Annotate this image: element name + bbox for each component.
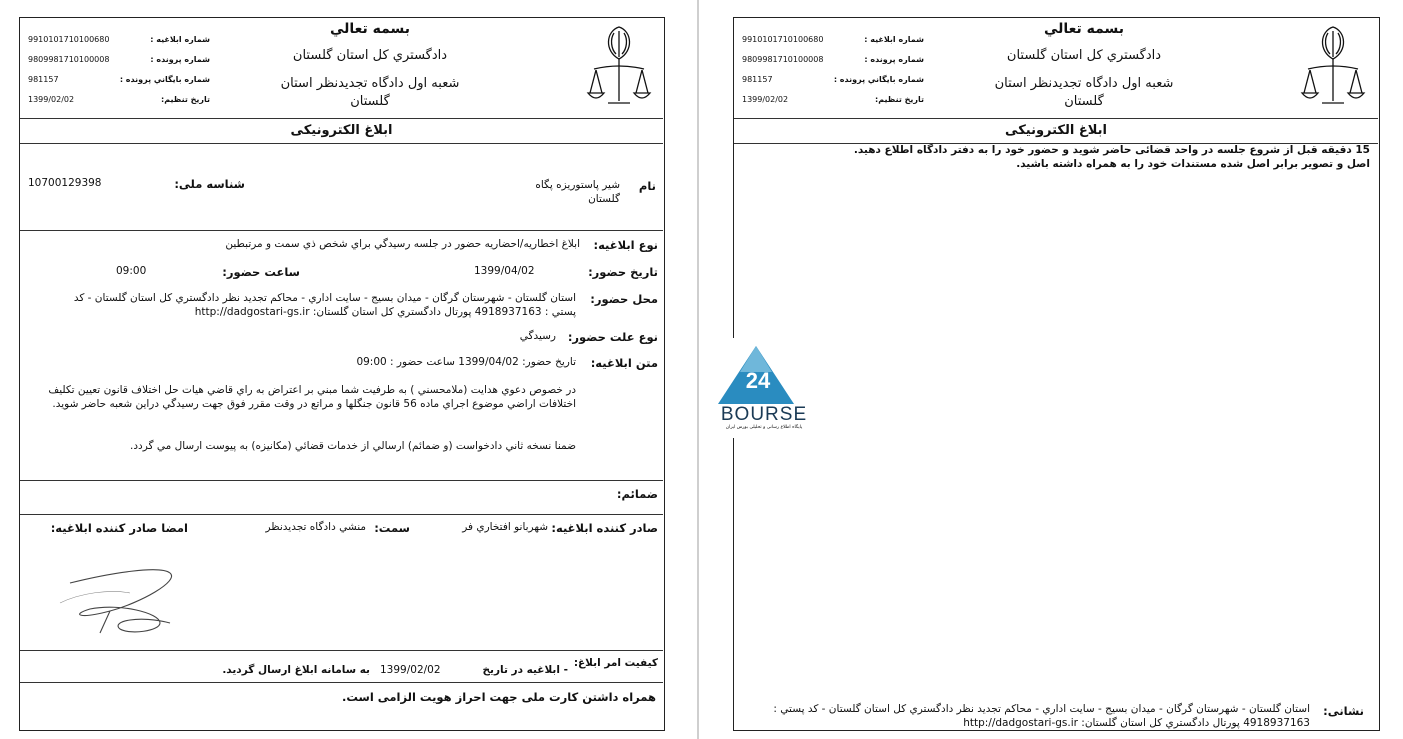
meta-labels (115, 30, 210, 110)
archive-number-value: 981157 (28, 75, 59, 84)
right-archive-number-label: شماره بايگاني پرونده : (833, 75, 924, 84)
recipient-name-label: نام (638, 179, 656, 193)
appearance-date-value: 1399/04/02 (474, 265, 535, 277)
right-issue-date-value: 1399/02/02 (742, 95, 789, 104)
reason-value: رسيدگي (519, 330, 556, 342)
right-meta-labels (829, 30, 924, 110)
notice-text-label: متن ابلاغيه: (590, 356, 658, 370)
right-notice-number-value: 9910101710100680 (742, 35, 824, 44)
logo-number: 24 (745, 368, 771, 393)
instruction-2: اصل و تصوير برابر اصل شده مستندات خود را به همراه داشته باشيد. (1016, 158, 1370, 170)
delivery-quality-date: 1399/02/02 (380, 664, 441, 676)
bismillah: بسمه تعالي (329, 21, 411, 37)
notice-text-paragraph2: ضمنا نسخه ثاني دادخواست (و ضمائم) ارسالي از خدمات قضائي (مكانيزه) به پيوست ارسال مي گردد. (130, 440, 576, 452)
reason-label: نوع علت حضور: (567, 330, 658, 344)
footer-note: همراه داشتن كارت ملی جهت احراز هويت الزامی است. (341, 690, 656, 704)
right-case-number-value: 9809981710100008 (742, 55, 824, 64)
notice-text-paragraph1: در خصوص دعوي هدايت (ملامحسني ) به طرفيت شما مبني بر اعتراض به راي قاضي هيات حل اختلاف قانون تعيين تكليف اختلافات اراضي موضوع اجراي ماده 56 قانون جنگلها و مراتع در وقت مقرر فوق جهت رسيدگي دراين شعبه حاضر شويد. (48, 384, 576, 410)
notice-text-line1: تاريخ حضور: 1399/04/02 ساعت حضور : 09:00 (356, 356, 576, 368)
left-notice-page (19, 17, 665, 731)
issuer-label: صادر كننده ابلاغيه: (551, 521, 658, 535)
appearance-place-label: محل حضور: (590, 292, 658, 306)
attachments-label: ضمائم: (616, 487, 658, 501)
logo-tagline: پایگاه اطلاع رسانی و تحلیلی بورس ایران (725, 425, 803, 430)
right-branch-name: شعبه اول دادگاه تجديدنظر استان گلستان (994, 76, 1174, 109)
case-number-value: 9809981710100008 (28, 55, 110, 64)
right-issue-date-label: تاريخ تنظيم: (875, 95, 924, 104)
role-value: منشي دادگاه تجديدنظر (265, 521, 366, 533)
role-label: سمت: (374, 521, 410, 535)
document-title: ابلاغ الكترونيكی (290, 123, 393, 138)
right-notice-number-label: شماره ابلاغيه : (864, 35, 924, 44)
bourse24-logo (706, 338, 822, 438)
signature-scribble (50, 563, 200, 653)
right-document-title: ابلاغ الكترونيكی (1005, 123, 1107, 138)
appearance-time-value: 09:00 (116, 265, 147, 277)
delivery-quality-part2: به سامانه ابلاغ ارسال گرديد. (222, 664, 370, 676)
instruction-1: 15 دقيقه قبل از شروع جلسه در واحد قضائی حاضر شويد و حضور خود را به دفتر دادگاه اطلاع دهيد. (853, 144, 1370, 156)
case-number-label: شماره پرونده : (150, 55, 210, 64)
logo-text: BOURSE (720, 404, 808, 425)
notice-type-value: ابلاغ اخطاريه/احضاريه حضور در جلسه رسيدگي براي شخص ذي سمت و مرتبطين (225, 238, 580, 250)
appearance-time-label: ساعت حضور: (222, 265, 300, 279)
signature-label: امضا صادر كننده ابلاغيه: (50, 521, 188, 535)
national-id-value: 10700129398 (28, 177, 102, 189)
right-case-number-label: شماره پرونده : (864, 55, 924, 64)
issue-date-label: تاريخ تنظيم: (161, 95, 210, 104)
issue-date-value: 1399/02/02 (28, 95, 75, 104)
right-notice-page (733, 17, 1380, 731)
issuer-value: شهربانو افتخاري فر (462, 521, 548, 533)
recipient-name-value: شير پاستوريزه پگاه گلستان (535, 179, 620, 205)
delivery-quality-part1: - ابلاغيه در تاريخ (482, 664, 568, 676)
notice-type-label: نوع ابلاغيه: (593, 238, 658, 252)
court-name: دادگستري كل استان گلستان (292, 48, 448, 63)
right-archive-number-value: 981157 (742, 75, 773, 84)
notice-number-label: شماره ابلاغيه : (150, 35, 210, 44)
emblem-icon (586, 23, 652, 109)
appearance-date-label: تاريخ حضور: (588, 265, 658, 279)
appearance-place-value: استان گلستان - شهرستان گرگان - ميدان بسيج - سايت اداري - محاكم تجديد نظر دادگستري كل استان گلستان - كد پستي : 4918937163 پورتال دادگستري كل استان گلستان: http://dadgostari-gs.ir (73, 292, 576, 318)
address-value: استان گلستان - شهرستان گرگان - ميدان بسيج - سايت اداري - محاكم تجديد نظر دادگستري كل استان گلستان - كد پستي : 4918937163 پورتال دادگستري كل استان گلستان: http://dadgostari-gs.ir (773, 703, 1310, 729)
national-id-label: شناسه ملی: (174, 177, 245, 191)
archive-number-label: شماره بايگاني پرونده : (119, 75, 210, 84)
address-label: نشانی: (1323, 704, 1364, 718)
right-emblem-icon (1300, 23, 1366, 109)
right-court-name: دادگستري كل استان گلستان (1006, 48, 1162, 63)
branch-name: شعبه اول دادگاه تجديدنظر استان گلستان (280, 76, 460, 109)
right-bismillah: بسمه تعالي (1043, 21, 1125, 37)
delivery-quality-label: كيفيت امر ابلاغ: (573, 657, 658, 669)
page-divider (697, 0, 699, 739)
notice-number-value: 9910101710100680 (28, 35, 110, 44)
